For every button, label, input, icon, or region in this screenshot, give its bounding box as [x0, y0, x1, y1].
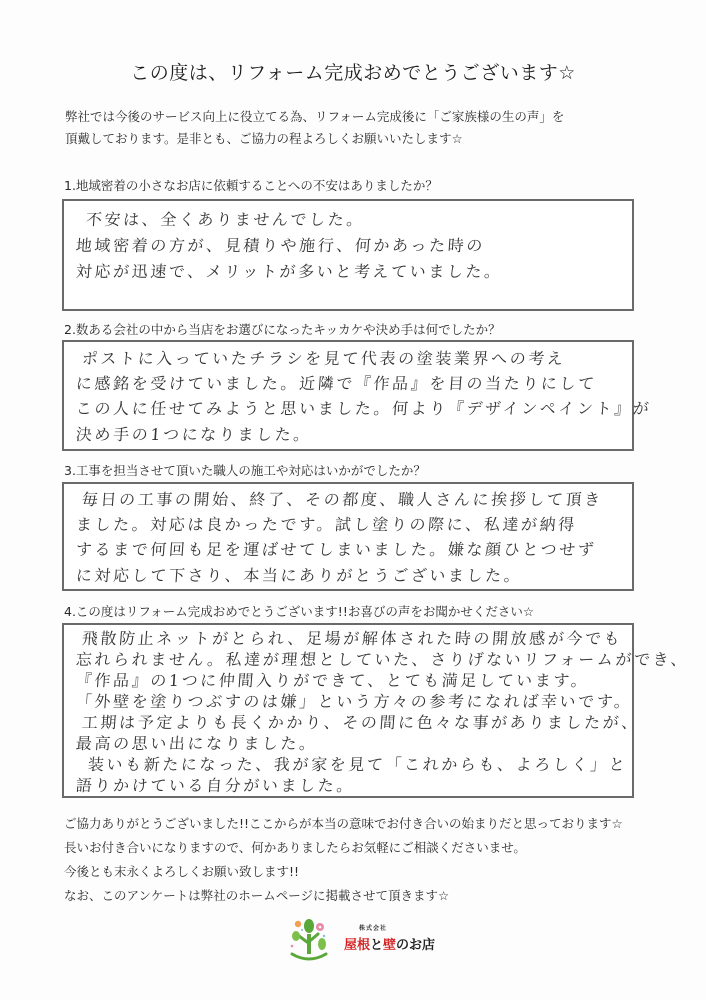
answer-line: するまで何回も足を運ばせてしまいました。嫌な顔ひとつせず [75, 540, 598, 559]
answer-box-4 [62, 623, 690, 798]
question-3-label: 3.工事を担当させて頂いた職人の施工や対応はいかがでしたか？ [64, 463, 426, 478]
answer-line: 最高の思い出になりました。 [75, 734, 319, 753]
answer-box-3 [62, 482, 634, 591]
closing-line: 今後とも末永くよろしくお願い致します!! [64, 864, 300, 879]
logo-name-part: のお店 [396, 938, 436, 953]
intro-line: 頂戴しております。是非とも、ご協力の程よろしくお願いいたします☆ [65, 131, 463, 146]
closing-text [64, 812, 623, 908]
answer-line: に対応して下さり、本当にありがとうございました。 [75, 566, 524, 585]
answer-line: に感銘を受けていました。近隣で『作品』を目の当たりにして [75, 374, 598, 393]
company-logo [284, 914, 436, 966]
answer-line: この人に任せてみようと思いました。何より『デザインペイント』が [75, 399, 653, 418]
answer-line: 地域密着の方が、見積りや施行、何かあった時の [75, 236, 486, 255]
intro-text [65, 106, 665, 150]
answer-line: 語りかけている自分がいました。 [75, 776, 356, 795]
question-2-label: 2.数ある会社の中から当店をお選びになったキッカケや決め手は何でしたか？ [64, 322, 501, 337]
closing-line: 長いお付き合いになりますので、何かありましたらお気軽にご相談くださいませ。 [64, 840, 526, 855]
answer-line: 『作品』の1つに仲間入りができて、とても満足しています。 [75, 671, 590, 690]
logo-name-part: 屋根 [344, 938, 371, 953]
answer-line: 忘れられません。私達が理想としていた、さりげないリフォームができ、 [75, 650, 690, 669]
answer-line: 決め手の1つになりました。 [75, 425, 313, 444]
answer-box-1 [62, 199, 634, 311]
intro-line: 弊社では今後のサービス向上に役立てる為、リフォーム完成後に「ご家族様の生の声」を [65, 109, 565, 124]
answer-line: 「外壁を塗りつぶすのは嫌」という方々の参考になれば幸いです。 [75, 692, 634, 711]
question-4-label: 4.この度はリフォーム完成おめでとうございます!!お喜びの声をお聞かせください☆ [64, 604, 535, 619]
logo-name-part: 壁 [383, 938, 397, 953]
answer-line: 装いも新たになった、我が家を見て「これからも、よろしく」と [87, 755, 629, 774]
answer-line: 工期は予定よりも長くかかり、その間に色々な事がありましたが、 [81, 713, 641, 732]
answer-line: 飛散防止ネットがとられ、足場が解体された時の開放感が今でも [81, 629, 623, 648]
answer-line: 対応が迅速で、メリットが多いと考えていました。 [75, 262, 504, 281]
closing-line: ご協力ありがとうございました!!ここからが本当の意味でお付き合いの始まりだと思っております☆ [64, 816, 623, 831]
page-title: この度は、リフォーム完成おめでとうございます☆ [130, 62, 576, 84]
question-1-label: 1.地域密着の小さなお店に依頼することへの不安はありましたか？ [64, 178, 438, 193]
logo-company-type: 株式会社 [359, 925, 388, 932]
answer-box-2 [62, 340, 653, 451]
logo-company-name [344, 934, 435, 953]
logo-name-part: と [370, 938, 384, 953]
tree-logo-icon [284, 914, 334, 964]
answer-line: ました。対応は良かったです。試し塗りの際に、私達が納得 [75, 515, 578, 534]
answer-line: ポストに入っていたチラシを見て代表の塗装業界への考え [81, 349, 567, 368]
closing-line: なお、このアンケートは弊社のホームページに掲載させて頂きます☆ [64, 888, 450, 903]
answer-line: 毎日の工事の開始、終了、その都度、職人さんに挨拶して頂き [81, 490, 604, 509]
answer-line: 不安は、全くありませんでした。 [85, 210, 366, 229]
